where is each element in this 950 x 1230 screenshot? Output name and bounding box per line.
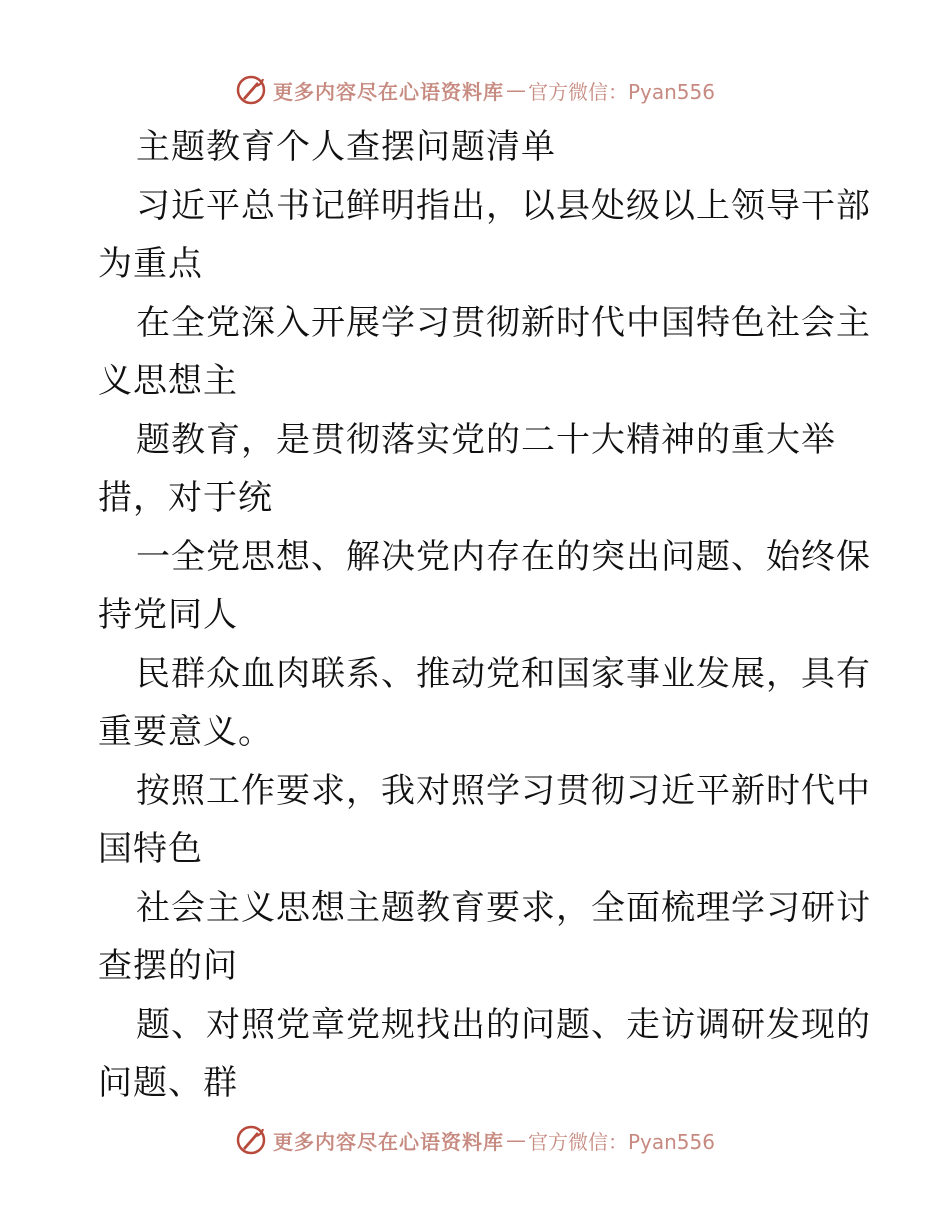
text-line: 题、对照党章党规找出的问题、走访调研发现的 (136, 1004, 871, 1045)
quill-logo-icon (235, 74, 267, 106)
text-line: 题教育，是贯彻落实党的二十大精神的重大举 (136, 419, 836, 460)
text-line: 民群众血肉联系、推动党和国家事业发展，具有 (136, 653, 871, 694)
document-body (98, 118, 871, 1113)
text-line: 重要意义。 (98, 712, 273, 752)
watermark-separator: — (505, 1128, 526, 1152)
document-title: 主题教育个人查摆问题清单 (136, 127, 556, 167)
watermark-wechat: 官方微信：Pyan556 (527, 1129, 715, 1154)
text-line: 为重点 (98, 244, 203, 284)
watermark-text: 更多内容尽在心语资料库 (272, 79, 504, 104)
text-line: 社会主义思想主题教育要求，全面梳理学习研讨 (136, 887, 871, 928)
watermark-footer (0, 1120, 950, 1160)
watermark-wechat: 官方微信：Pyan556 (527, 79, 715, 104)
text-line: 国特色 (98, 829, 203, 869)
watermark-header (0, 70, 950, 110)
text-line: 按照工作要求，我对照学习贯彻习近平新时代中 (136, 770, 871, 811)
text-line: 查摆的问 (98, 946, 238, 986)
text-line: 习近平总书记鲜明指出，以县处级以上领导干部 (136, 185, 871, 226)
quill-logo-icon (235, 1124, 267, 1156)
watermark-text: 更多内容尽在心语资料库 (272, 1129, 504, 1154)
text-line: 在全党深入开展学习贯彻新时代中国特色社会主 (136, 302, 871, 343)
text-line: 一全党思想、解决党内存在的突出问题、始终保 (136, 536, 871, 577)
watermark-separator: — (505, 78, 526, 102)
text-line: 持党同人 (98, 595, 238, 635)
text-line: 问题、群 (98, 1063, 238, 1103)
text-line: 义思想主 (98, 361, 238, 401)
text-line: 措，对于统 (98, 478, 273, 518)
